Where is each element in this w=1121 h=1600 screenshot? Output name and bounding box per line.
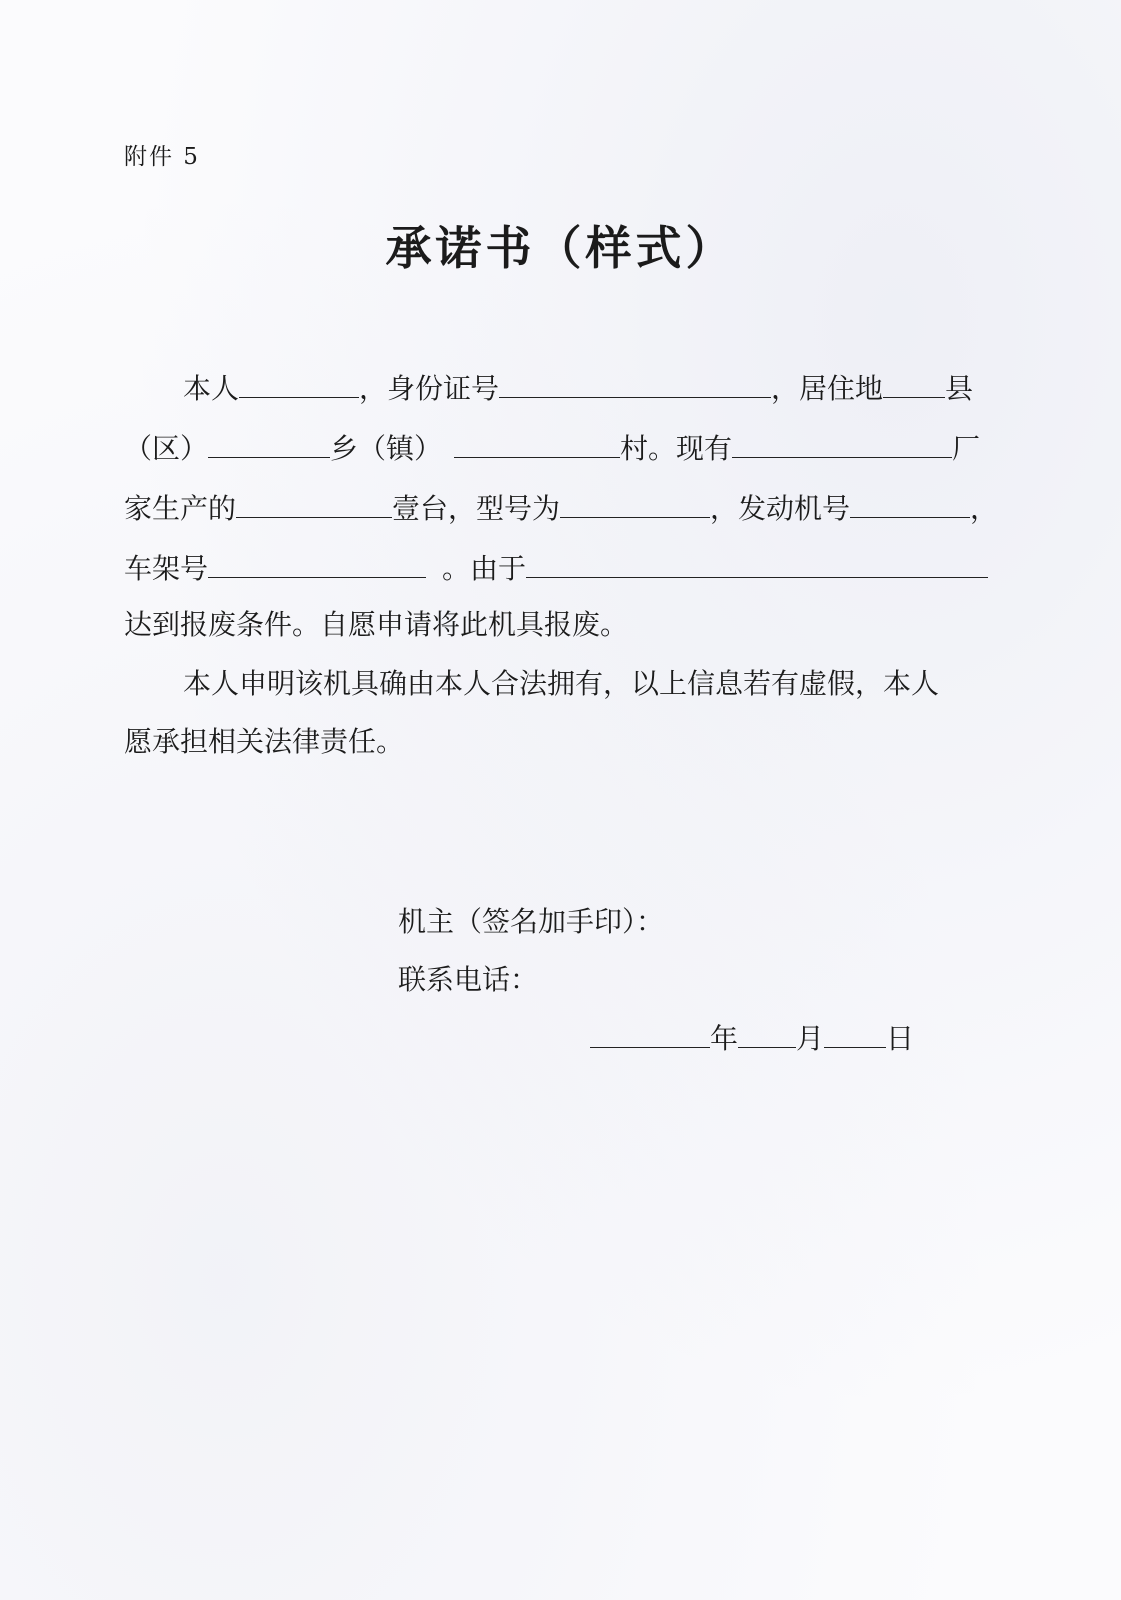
- engine-number-blank[interactable]: [850, 487, 970, 518]
- text-fragment: ，身份证号: [359, 372, 500, 405]
- date-line: [590, 1017, 914, 1057]
- frame-number-blank[interactable]: [208, 547, 426, 578]
- text-fragment: 县: [945, 372, 974, 405]
- manufacturer-blank[interactable]: [732, 427, 952, 458]
- text-fragment: 家生产的: [124, 492, 237, 525]
- district-blank[interactable]: [208, 427, 330, 458]
- county-blank[interactable]: [883, 367, 945, 398]
- attachment-label: 附件 5: [124, 144, 200, 170]
- text-fragment: 乡（镇）: [330, 432, 443, 465]
- day-label: 日: [886, 1022, 915, 1055]
- machine-type-blank[interactable]: [236, 487, 392, 518]
- month-blank[interactable]: [738, 1017, 796, 1048]
- text-fragment: 。由于: [442, 552, 527, 585]
- model-blank[interactable]: [560, 487, 710, 518]
- body-line-1: [183, 367, 973, 409]
- town-blank[interactable]: [454, 427, 620, 458]
- body-line-6: 本人申明该机具确由本人合法拥有，以上信息若有虚假，本人: [183, 667, 940, 700]
- text-fragment: ，发动机号: [710, 492, 851, 525]
- day-blank[interactable]: [824, 1017, 886, 1048]
- text-fragment: （区）: [124, 432, 209, 465]
- text-fragment: 村。现有: [620, 432, 733, 465]
- body-line-4: [124, 547, 988, 589]
- body-line-5: 达到报废条件。自愿申请将此机具报废。: [124, 608, 629, 641]
- document-title: 承诺书（样式）: [385, 221, 736, 275]
- text-fragment: 车架号: [124, 552, 209, 585]
- text-fragment: 厂: [952, 432, 981, 465]
- body-line-3: [124, 487, 998, 529]
- name-blank[interactable]: [239, 367, 359, 398]
- id-number-blank[interactable]: [499, 367, 771, 398]
- body-line-2: [124, 427, 980, 469]
- year-blank[interactable]: [590, 1017, 710, 1048]
- text-fragment: 本人: [183, 372, 240, 405]
- reason-blank[interactable]: [526, 547, 988, 578]
- month-label: 月: [796, 1022, 825, 1055]
- phone-label: 联系电话：: [398, 963, 539, 996]
- text-fragment: ，: [970, 492, 999, 525]
- text-fragment: ，居住地: [771, 372, 884, 405]
- year-label: 年: [710, 1022, 739, 1055]
- owner-signature-label: 机主（签名加手印）：: [398, 905, 665, 938]
- body-line-7: 愿承担相关法律责任。: [124, 725, 405, 758]
- text-fragment: 壹台，型号为: [392, 492, 561, 525]
